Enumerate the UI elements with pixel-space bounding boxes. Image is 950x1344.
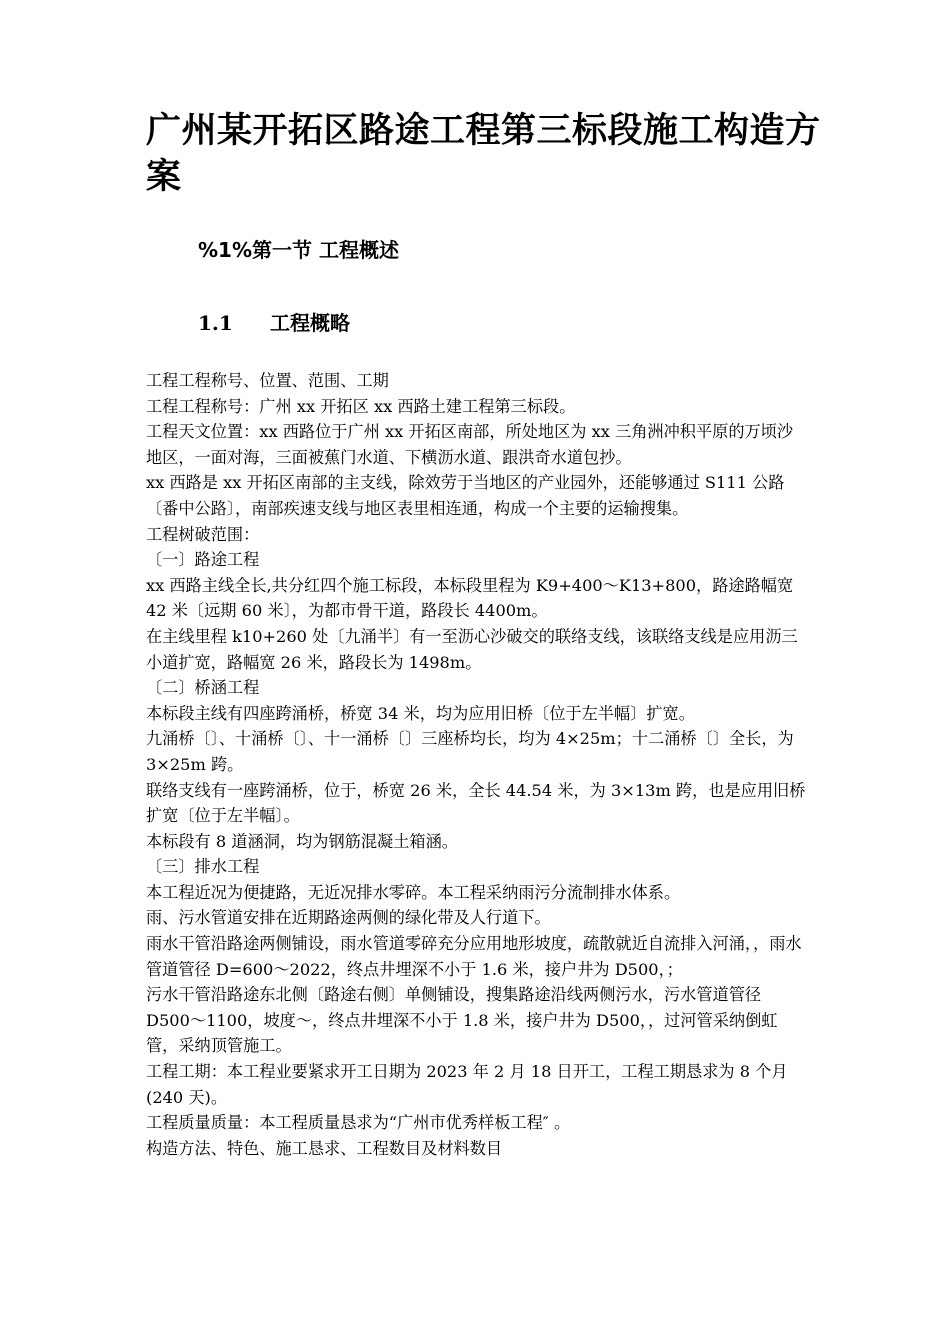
paragraph: 本标段主线有四座跨涌桥，桥宽 34 米，均为应用旧桥〔位于左半幅〕扩宽。: [146, 703, 695, 723]
paragraph: 构造方法、特色、施工恳求、工程数目及材料数目: [146, 1138, 503, 1158]
paragraph: 本工程近况为便捷路，无近况排水零碎。本工程采纳雨污分流制排水体系。: [146, 882, 681, 902]
paragraph: 雨、污水管道安排在近期路途两侧的绿化带及人行道下。: [146, 908, 551, 928]
paragraph: 〔二〕桥涵工程: [146, 678, 260, 698]
paragraph: xx 西路是 xx 开拓区南部的主支线，除效劳于当地区的产业园外，还能够通过 S111 公路〔番中公路〕，南部疾速支线与地区表里相连通，构成一个主要的运输搜集。: [146, 473, 785, 518]
paragraph: 九涌桥〔〕、十涌桥〔〕、十一涌桥〔〕三座桥均长，均为 4×25m；十二涌桥〔〕全长，为 3×25m 跨。: [146, 729, 794, 774]
document-title: 广州某开拓区路途工程第三标段施工构造方案: [146, 111, 821, 197]
paragraph: 〔三〕排水工程: [146, 857, 260, 877]
paragraph: 工程工程称号、位置、范围、工期: [146, 371, 389, 390]
paragraph: 在主线里程 k10+260 处〔九涌半〕有一至沥心沙破交的联络支线，该联络支线是应用沥三小道扩宽，路幅宽 26 米，路段长为 1498m。: [146, 626, 798, 672]
paragraph: 工程质量质量：本工程质量恳求为“广州市优秀样板工程″ 。: [146, 1113, 571, 1133]
paragraph: 雨水干管沿路途两侧铺设，雨水管道零碎充分应用地形坡度，疏散就近自流排入河涌，，雨水管道管径 D=600～2022，终点井埋深不小于 1.6 米，接户井为 D500，；: [146, 934, 802, 979]
paragraph: 〔一〕路途工程: [146, 550, 260, 570]
paragraph: 工程工期：本工程业要紧求开工日期为 2023 年 2 月 18 日开工，工程工期恳求为 8 个月(240 天)。: [146, 1062, 788, 1107]
section-heading: %1%第一节 工程概述: [198, 238, 399, 262]
paragraph: 污水干管沿路途东北侧〔路途右侧〕单侧铺设，搜集路途沿线两侧污水，污水管道管径 D500～1100，坡度～，终点井埋深不小于 1.8 米，接户井为 D500，，过河管采纳倒虹管，采纳顶管施工。: [146, 985, 778, 1056]
subsection-heading: [198, 309, 350, 337]
document-body: [146, 368, 808, 1161]
paragraph: 工程工程称号：广州 xx 开拓区 xx 西路土建工程第三标段。: [146, 396, 576, 416]
paragraph: 联络支线有一座跨涌桥，位于，桥宽 26 米，全长 44.54 米，为 3×13m 跨，也是应用旧桥扩宽〔位于左半幅〕。: [146, 780, 806, 826]
paragraph: xx 西路主线全长,共分红四个施工标段，本标段里程为 K9+400～K13+800，路途路幅宽 42 米〔远期 60 米〕，为都市骨干道，路段长 4400m。: [146, 575, 794, 621]
paragraph: 本标段有 8 道涵洞，均为钢筋混凝土箱涵。: [146, 831, 458, 851]
paragraph: 工程树破范围：: [146, 524, 260, 544]
subsection-title: 工程概略: [270, 311, 350, 335]
paragraph: 工程天文位置：xx 西路位于广州 xx 开拓区南部，所处地区为 xx 三角洲冲积平原的万顷沙地区，一面对海，三面被蕉门水道、下横沥水道、跟洪奇水道包抄。: [146, 422, 794, 467]
subsection-number: 1.1: [198, 311, 233, 335]
